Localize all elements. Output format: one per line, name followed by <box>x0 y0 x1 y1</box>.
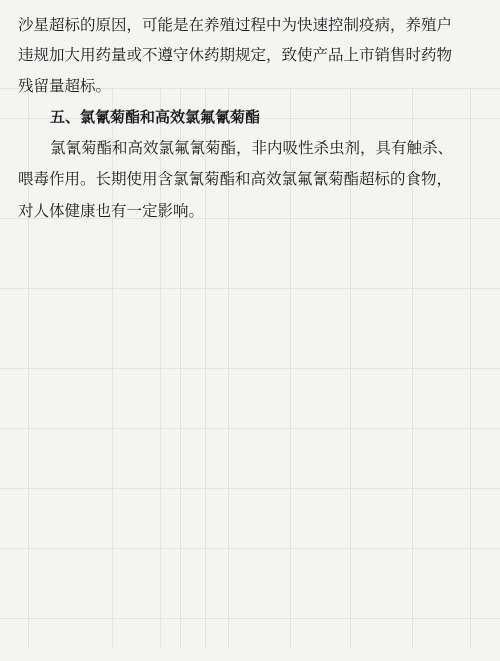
paragraph-line: 残留量超标。 <box>18 77 112 95</box>
paragraph-line: 喂毒作用。长期使用含氯氰菊酯和高效氯氟氰菊酯超标的食物， <box>18 170 453 188</box>
paragraph-line: 沙星超标的原因，可能是在养殖过程中为快速控制疫病，养殖户 <box>18 16 453 34</box>
paragraph-line: 氯氰菊酯和高效氯氟氰菊酯，非内吸性杀虫剂，具有触杀、 <box>50 139 454 157</box>
section-heading: 五、氯氰菊酯和高效氯氟氰菊酯 <box>50 108 261 126</box>
paragraph-line: 违规加大用药量或不遵守休药期规定，致使产品上市销售时药物 <box>18 46 453 64</box>
paragraph-line: 对人体健康也有一定影响。 <box>18 202 205 220</box>
